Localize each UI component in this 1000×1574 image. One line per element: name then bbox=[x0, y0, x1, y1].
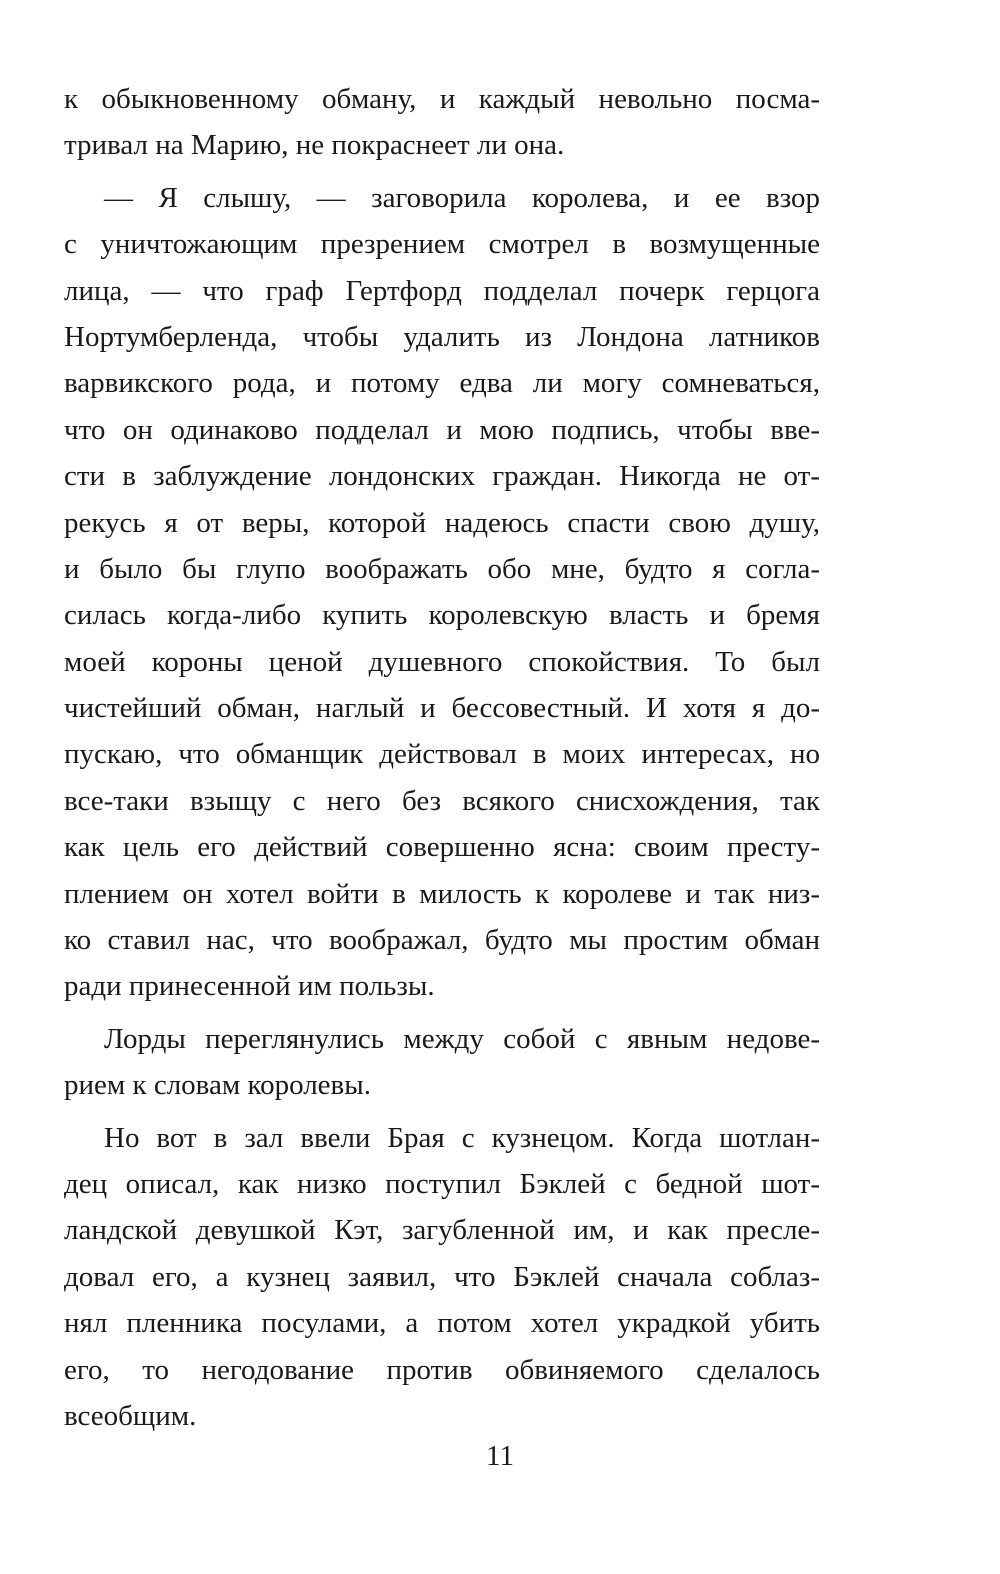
text-line: рекусь я от веры, которой надеюсь спасти свою душу, bbox=[64, 506, 820, 539]
text-line: тривал на Марию, не покраснеет ли она. bbox=[64, 129, 565, 162]
text-line: что он одинаково подделал и мою подпись, чтобы вве- bbox=[64, 413, 820, 446]
text-line: пускаю, что обманщик действовал в моих интересах, но bbox=[64, 738, 820, 771]
page-number: 11 bbox=[486, 1440, 514, 1472]
text-line: ко ставил нас, что воображал, будто мы простим обман bbox=[64, 924, 820, 957]
text-line: лица, — что граф Гертфорд подделал почерк герцога bbox=[64, 274, 820, 307]
paragraph bbox=[64, 1016, 820, 1109]
text-line: с уничтожающим презрением смотрел в возмущенные bbox=[64, 228, 820, 261]
text-line: ради принесенной им пользы. bbox=[64, 970, 435, 1003]
text-line: его, то негодование против обвиняемого сделалось bbox=[64, 1353, 820, 1386]
text-line: довал его, а кузнец заявил, что Бэклей сначала соблаз- bbox=[64, 1260, 820, 1293]
text-line: нял пленника посулами, а потом хотел украдкой убить bbox=[64, 1307, 820, 1340]
text-line: рием к словам королевы. bbox=[64, 1069, 371, 1102]
text-line: сти в заблуждение лондонских граждан. Никогда не от- bbox=[64, 460, 820, 493]
text-line: моей короны ценой душевного спокойствия. То был bbox=[64, 645, 820, 678]
paragraph bbox=[64, 1115, 820, 1440]
text-line: плением он хотел войти в милость к королеве и так низ- bbox=[64, 877, 820, 910]
page-body bbox=[64, 76, 820, 1439]
text-line: силась когда-либо купить королевскую власть и бремя bbox=[64, 599, 820, 632]
text-line: как цель его действий совершенно ясна: своим престу- bbox=[64, 831, 820, 864]
text-line: — Я слышу, — заговорила королева, и ее взор bbox=[104, 181, 820, 214]
paragraph bbox=[64, 175, 820, 1010]
text-line: и было бы глупо воображать обо мне, будто я согла- bbox=[64, 552, 820, 585]
text-line: к обыкновенному обману, и каждый невольно посма- bbox=[64, 83, 820, 115]
text-line: все-таки взыщу с него без всякого снисхождения, так bbox=[64, 784, 820, 817]
text-line: Но вот в зал ввели Брая с кузнецом. Когда шотлан- bbox=[104, 1121, 820, 1154]
paragraph bbox=[64, 76, 820, 169]
text-line: всеобщим. bbox=[64, 1399, 197, 1432]
text-line: чистейший обман, наглый и бессовестный. И хотя я до- bbox=[64, 692, 820, 725]
text-line: ландской девушкой Кэт, загубленной им, и как пресле- bbox=[64, 1214, 820, 1247]
text-line: варвикского рода, и потому едва ли могу сомневаться, bbox=[64, 367, 820, 400]
text-line: Лорды переглянулись между собой с явным недове- bbox=[104, 1022, 820, 1055]
text-line: дец описал, как низко поступил Бэклей с бедной шот- bbox=[64, 1167, 820, 1200]
text-line: Нортумберленда, чтобы удалить из Лондона латников bbox=[64, 320, 820, 353]
